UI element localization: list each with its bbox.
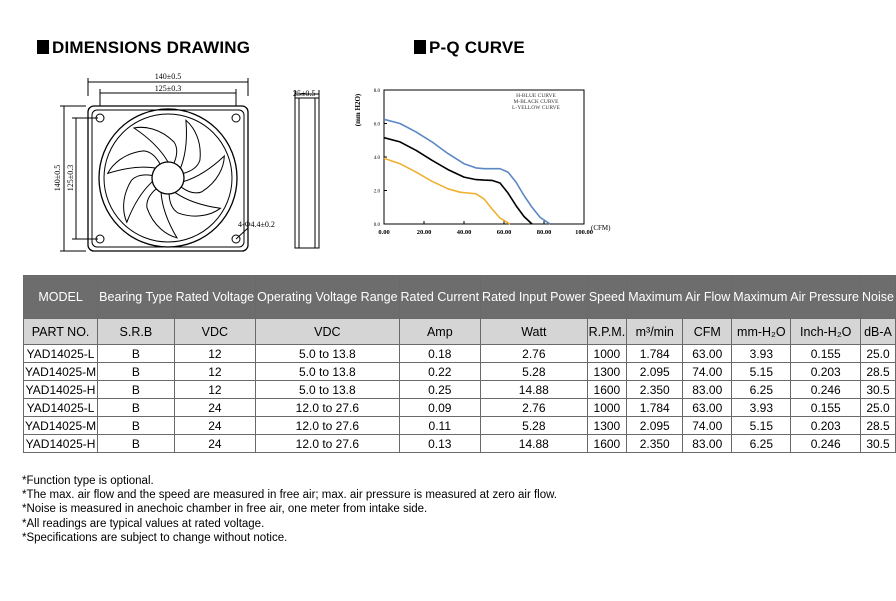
table-row — [24, 381, 896, 399]
note: *Specifications are subject to change without notice. — [22, 531, 288, 544]
table-cell: 30.5 — [861, 435, 896, 453]
table-cell: YAD14025-H — [24, 435, 98, 453]
legend-low: L-YELLOW CURVE — [512, 105, 560, 111]
table-cell: 1600 — [587, 435, 627, 453]
table-cell: 30.5 — [861, 381, 896, 399]
x-tick-label: 100.00 — [575, 229, 593, 236]
table-cell: 24 — [174, 417, 256, 435]
table-row — [24, 345, 896, 363]
table-cell: 0.203 — [791, 363, 861, 381]
x-tick-label: 20.00 — [416, 229, 432, 236]
table-row — [24, 399, 896, 417]
table-row — [24, 363, 896, 381]
unit-amp: Amp — [399, 319, 481, 345]
fan-blades — [107, 120, 225, 239]
series-line-0 — [384, 119, 550, 224]
legend-medium: M-BLACK CURVE — [513, 99, 559, 105]
col-rated-current: Rated Current — [399, 276, 481, 319]
col-rated-voltage: Rated Voltage — [174, 276, 256, 319]
table-cell: B — [98, 345, 174, 363]
fan-blade — [117, 173, 161, 223]
table-cell: 0.155 — [791, 345, 861, 363]
table-cell: 24 — [174, 399, 256, 417]
table-cell: 5.0 to 13.8 — [256, 345, 399, 363]
dimensions-heading-text: DIMENSIONS DRAWING — [52, 38, 251, 57]
table-cell: YAD14025-M — [25, 364, 97, 379]
dimensions-drawing — [48, 66, 338, 256]
unit-m3-min: m³/min — [627, 319, 683, 345]
y-tick-label: 0.0 — [373, 223, 380, 228]
unit-watt: Watt — [481, 319, 588, 345]
table-cell: YAD14025-H — [24, 381, 98, 399]
mounting-hole — [232, 114, 240, 122]
table-cell: 5.28 — [481, 363, 588, 381]
table-cell: 0.09 — [399, 399, 481, 417]
table-cell: 2.350 — [627, 381, 683, 399]
table-cell: 12.0 to 27.6 — [256, 435, 399, 453]
y-tick-label: 2.0 — [373, 189, 380, 195]
overall-height-label: 140±0.5 — [53, 164, 62, 192]
table-cell: 14.88 — [481, 381, 588, 399]
x-tick-label: 60.00 — [496, 229, 512, 236]
fan-frame — [88, 106, 248, 251]
x-tick-label: 80.00 — [536, 229, 552, 236]
fan-blade — [181, 148, 225, 198]
table-cell: YAD14025-M — [25, 418, 97, 433]
table-cell: 5.28 — [481, 417, 588, 435]
table-header-row — [24, 276, 896, 319]
unit-mm-h2o: mm-H₂O — [732, 319, 791, 345]
table-cell: 0.25 — [399, 381, 481, 399]
col-bearing-type: Bearing Type — [98, 276, 174, 319]
table-cell: 12 — [174, 381, 256, 399]
table-cell: 1600 — [587, 381, 627, 399]
y-axis-label: (mm H2O) — [354, 93, 362, 127]
table-cell: 2.76 — [481, 345, 588, 363]
table-cell: 83.00 — [683, 381, 732, 399]
table-cell: 1300 — [587, 363, 627, 381]
col-max-air-flow: Maximum Air Flow — [627, 276, 732, 319]
table-cell: 1300 — [587, 417, 627, 435]
table-cell: 2.350 — [627, 435, 683, 453]
table-cell: 3.93 — [732, 399, 791, 417]
col-noise: Noise — [861, 276, 896, 319]
note: *Noise is measured in anechoic chamber in free air, one meter from intake side. — [22, 503, 428, 516]
note: *All readings are typical values at rated voltage. — [22, 517, 265, 530]
table-cell: B — [98, 399, 174, 417]
note: *Function type is optional. — [22, 475, 154, 487]
table-cell: 24 — [174, 435, 256, 453]
table-cell: 74.00 — [683, 363, 732, 381]
fan-blade — [138, 188, 192, 239]
table-unit-row — [24, 319, 896, 345]
table-cell: B — [98, 363, 174, 381]
unit-part-no: PART NO. — [24, 319, 98, 345]
table-cell: 25.0 — [861, 345, 896, 363]
fan-blade — [159, 120, 213, 176]
y-tick-label: 4.0 — [373, 156, 380, 161]
x-axis-label: (CFM) — [591, 224, 611, 232]
table-cell: 6.25 — [732, 435, 791, 453]
table-cell: 0.22 — [399, 363, 481, 381]
table-cell: 28.5 — [861, 417, 896, 435]
pq-chart — [340, 80, 640, 240]
hole-dia-label: 4-Φ4.4±0.2 — [238, 220, 275, 229]
table-cell: 12.0 to 27.6 — [256, 399, 399, 417]
col-model: MODEL — [24, 276, 98, 319]
unit-inch-h2o: Inch-H₂O — [791, 319, 861, 345]
table-cell: 0.13 — [399, 435, 481, 453]
table-cell: B — [98, 381, 174, 399]
unit-srb: S.R.B — [98, 319, 174, 345]
table-cell: 0.11 — [399, 417, 481, 435]
hole-height-label: 125±0.3 — [66, 164, 75, 192]
table-cell: YAD14025-L — [24, 345, 98, 363]
table-cell: 1.784 — [627, 345, 683, 363]
series-line-1 — [384, 138, 532, 224]
hole-width-label: 125±0.3 — [154, 84, 182, 93]
spec-table — [23, 275, 896, 453]
unit-cfm: CFM — [683, 319, 732, 345]
legend-high: H-BLUE CURVE — [516, 93, 556, 99]
table-cell: 74.00 — [683, 417, 732, 435]
x-tick-label: 0.00 — [378, 229, 390, 236]
col-speed: Speed — [587, 276, 627, 319]
col-operating-voltage: Operating Voltage Range — [256, 276, 399, 319]
table-cell: 6.25 — [732, 381, 791, 399]
dimensions-heading — [37, 38, 250, 58]
table-cell: 2.095 — [627, 417, 683, 435]
table-cell: 28.5 — [861, 363, 896, 381]
pq-heading — [414, 38, 525, 58]
unit-rpm: R.P.M. — [587, 319, 627, 345]
unit-vdc: VDC — [174, 319, 256, 345]
unit-dba: dB-A — [861, 319, 896, 345]
table-cell: 5.15 — [732, 417, 791, 435]
table-cell: 63.00 — [683, 345, 732, 363]
table-cell: 63.00 — [683, 399, 732, 417]
table-cell: 1000 — [587, 345, 627, 363]
fan-blade — [107, 140, 161, 196]
thickness-label: 25±0.5 — [293, 89, 316, 98]
table-cell: 12.0 to 27.6 — [256, 417, 399, 435]
table-cell: 83.00 — [683, 435, 732, 453]
table-cell: 12 — [174, 345, 256, 363]
table-cell: 0.246 — [791, 381, 861, 399]
table-cell: B — [98, 417, 174, 435]
fan-blade — [167, 177, 221, 228]
table-cell: 2.76 — [481, 399, 588, 417]
table-cell: 0.203 — [791, 417, 861, 435]
y-tick-label: 8.0 — [373, 89, 380, 94]
pq-heading-text: P-Q CURVE — [429, 38, 525, 57]
table-cell: YAD14025-L — [24, 399, 98, 417]
table-cell: 3.93 — [732, 345, 791, 363]
x-tick-label: 40.00 — [456, 229, 472, 236]
col-rated-input-power: Rated Input Power — [481, 276, 588, 319]
table-cell: 2.095 — [627, 363, 683, 381]
col-max-air-pressure: Maximum Air Pressure — [732, 276, 861, 319]
table-cell: 25.0 — [861, 399, 896, 417]
table-cell: B — [98, 435, 174, 453]
table-cell: 5.15 — [732, 363, 791, 381]
table-cell: 12 — [174, 363, 256, 381]
fan-hub — [152, 162, 184, 194]
table-cell: 0.155 — [791, 399, 861, 417]
table-row — [24, 417, 896, 435]
table-cell: 14.88 — [481, 435, 588, 453]
y-tick-label: 6.0 — [373, 122, 380, 128]
table-cell: 1.784 — [627, 399, 683, 417]
table-cell: 0.18 — [399, 345, 481, 363]
table-cell: 5.0 to 13.8 — [256, 363, 399, 381]
table-row — [24, 435, 896, 453]
table-cell: 1000 — [587, 399, 627, 417]
note: *The max. air flow and the speed are measured in free air; max. air pressure is measured at zero air flow. — [22, 489, 557, 502]
overall-width-label: 140±0.5 — [154, 72, 182, 81]
footnotes — [22, 474, 557, 545]
table-cell: 5.0 to 13.8 — [256, 381, 399, 399]
table-cell: 0.246 — [791, 435, 861, 453]
unit-vdc-range: VDC — [256, 319, 399, 345]
